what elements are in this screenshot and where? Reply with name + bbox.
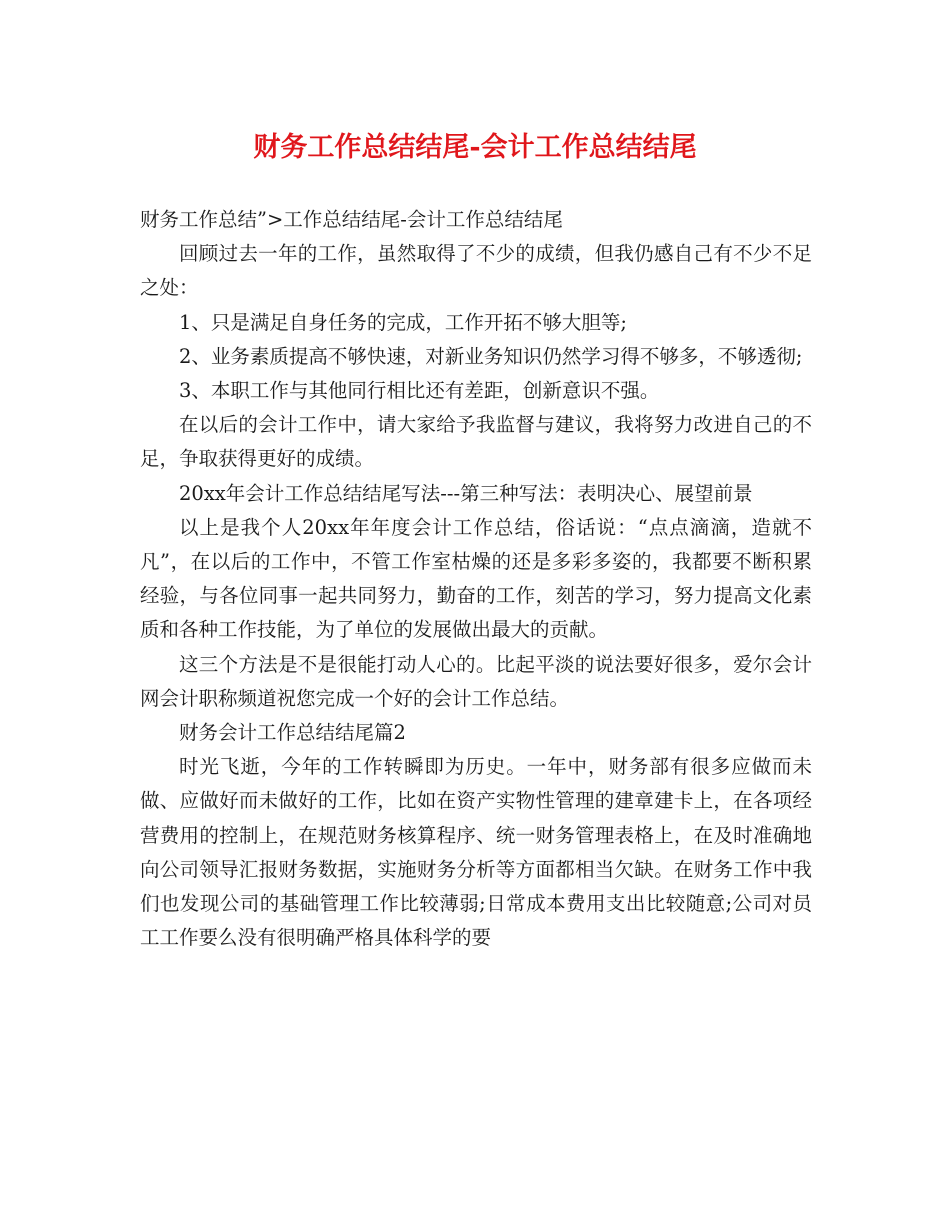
paragraph: 这三个方法是不是很能打动人心的。比起平淡的说法要好很多，爱尔会计网会计职称频道祝您完成一个好的会计工作总结。 [140,652,812,710]
document-title: 财务工作总结结尾-会计工作总结结尾 [253,132,697,163]
document-body [140,203,812,955]
paragraph: 时光飞逝，今年的工作转瞬即为历史。一年中，财务部有很多应做而未做、应做好而未做好的工作，比如在资产实物性管理的建章建卡上，在各项经营费用的控制上，在规范财务核算程序、统一财务管理表格上，在及时准确地向公司领导汇报财务数据，实施财务分析等方面都相当欠缺。在财务工作中我们也发现公司的基础管理工作比较薄弱;日常成本费用支出比较随意;公司对员工工作要么没有很明确严格具体科学的要 [140,755,812,950]
paragraph: 在以后的会计工作中，请大家给予我监督与建议，我将努力改进自己的不足，争取获得更好的成绩。 [140,413,812,471]
paragraph: 2、业务素质提高不够快速，对新业务知识仍然学习得不够多，不够透彻; [179,344,803,368]
paragraph: 1、只是满足自身任务的完成，工作开拓不够大胆等; [179,310,627,334]
paragraph: 财务工作总结”>工作总结结尾-会计工作总结结尾 [140,208,563,231]
paragraph: 20xx年会计工作总结结尾写法---第三种写法：表明决心、展望前景 [179,481,753,505]
paragraph: 3、本职工作与其他同行相比还有差距，创新意识不强。 [179,379,660,403]
paragraph: 财务会计工作总结结尾篇2 [179,721,406,745]
paragraph: 回顾过去一年的工作，虽然取得了不少的成绩，但我仍感自己有不少不足之处： [140,242,812,300]
paragraph: 以上是我个人20xx年年度会计工作总结，俗话说：“点点滴滴，造就不凡”，在以后的工作中，不管工作室枯燥的还是多彩多姿的，我都要不断积累经验，与各位同事一起共同努力，勤奋的工作，刻苦的学习，努力提高文化素质和各种工作技能，为了单位的发展做出最大的贡献。 [140,515,812,642]
